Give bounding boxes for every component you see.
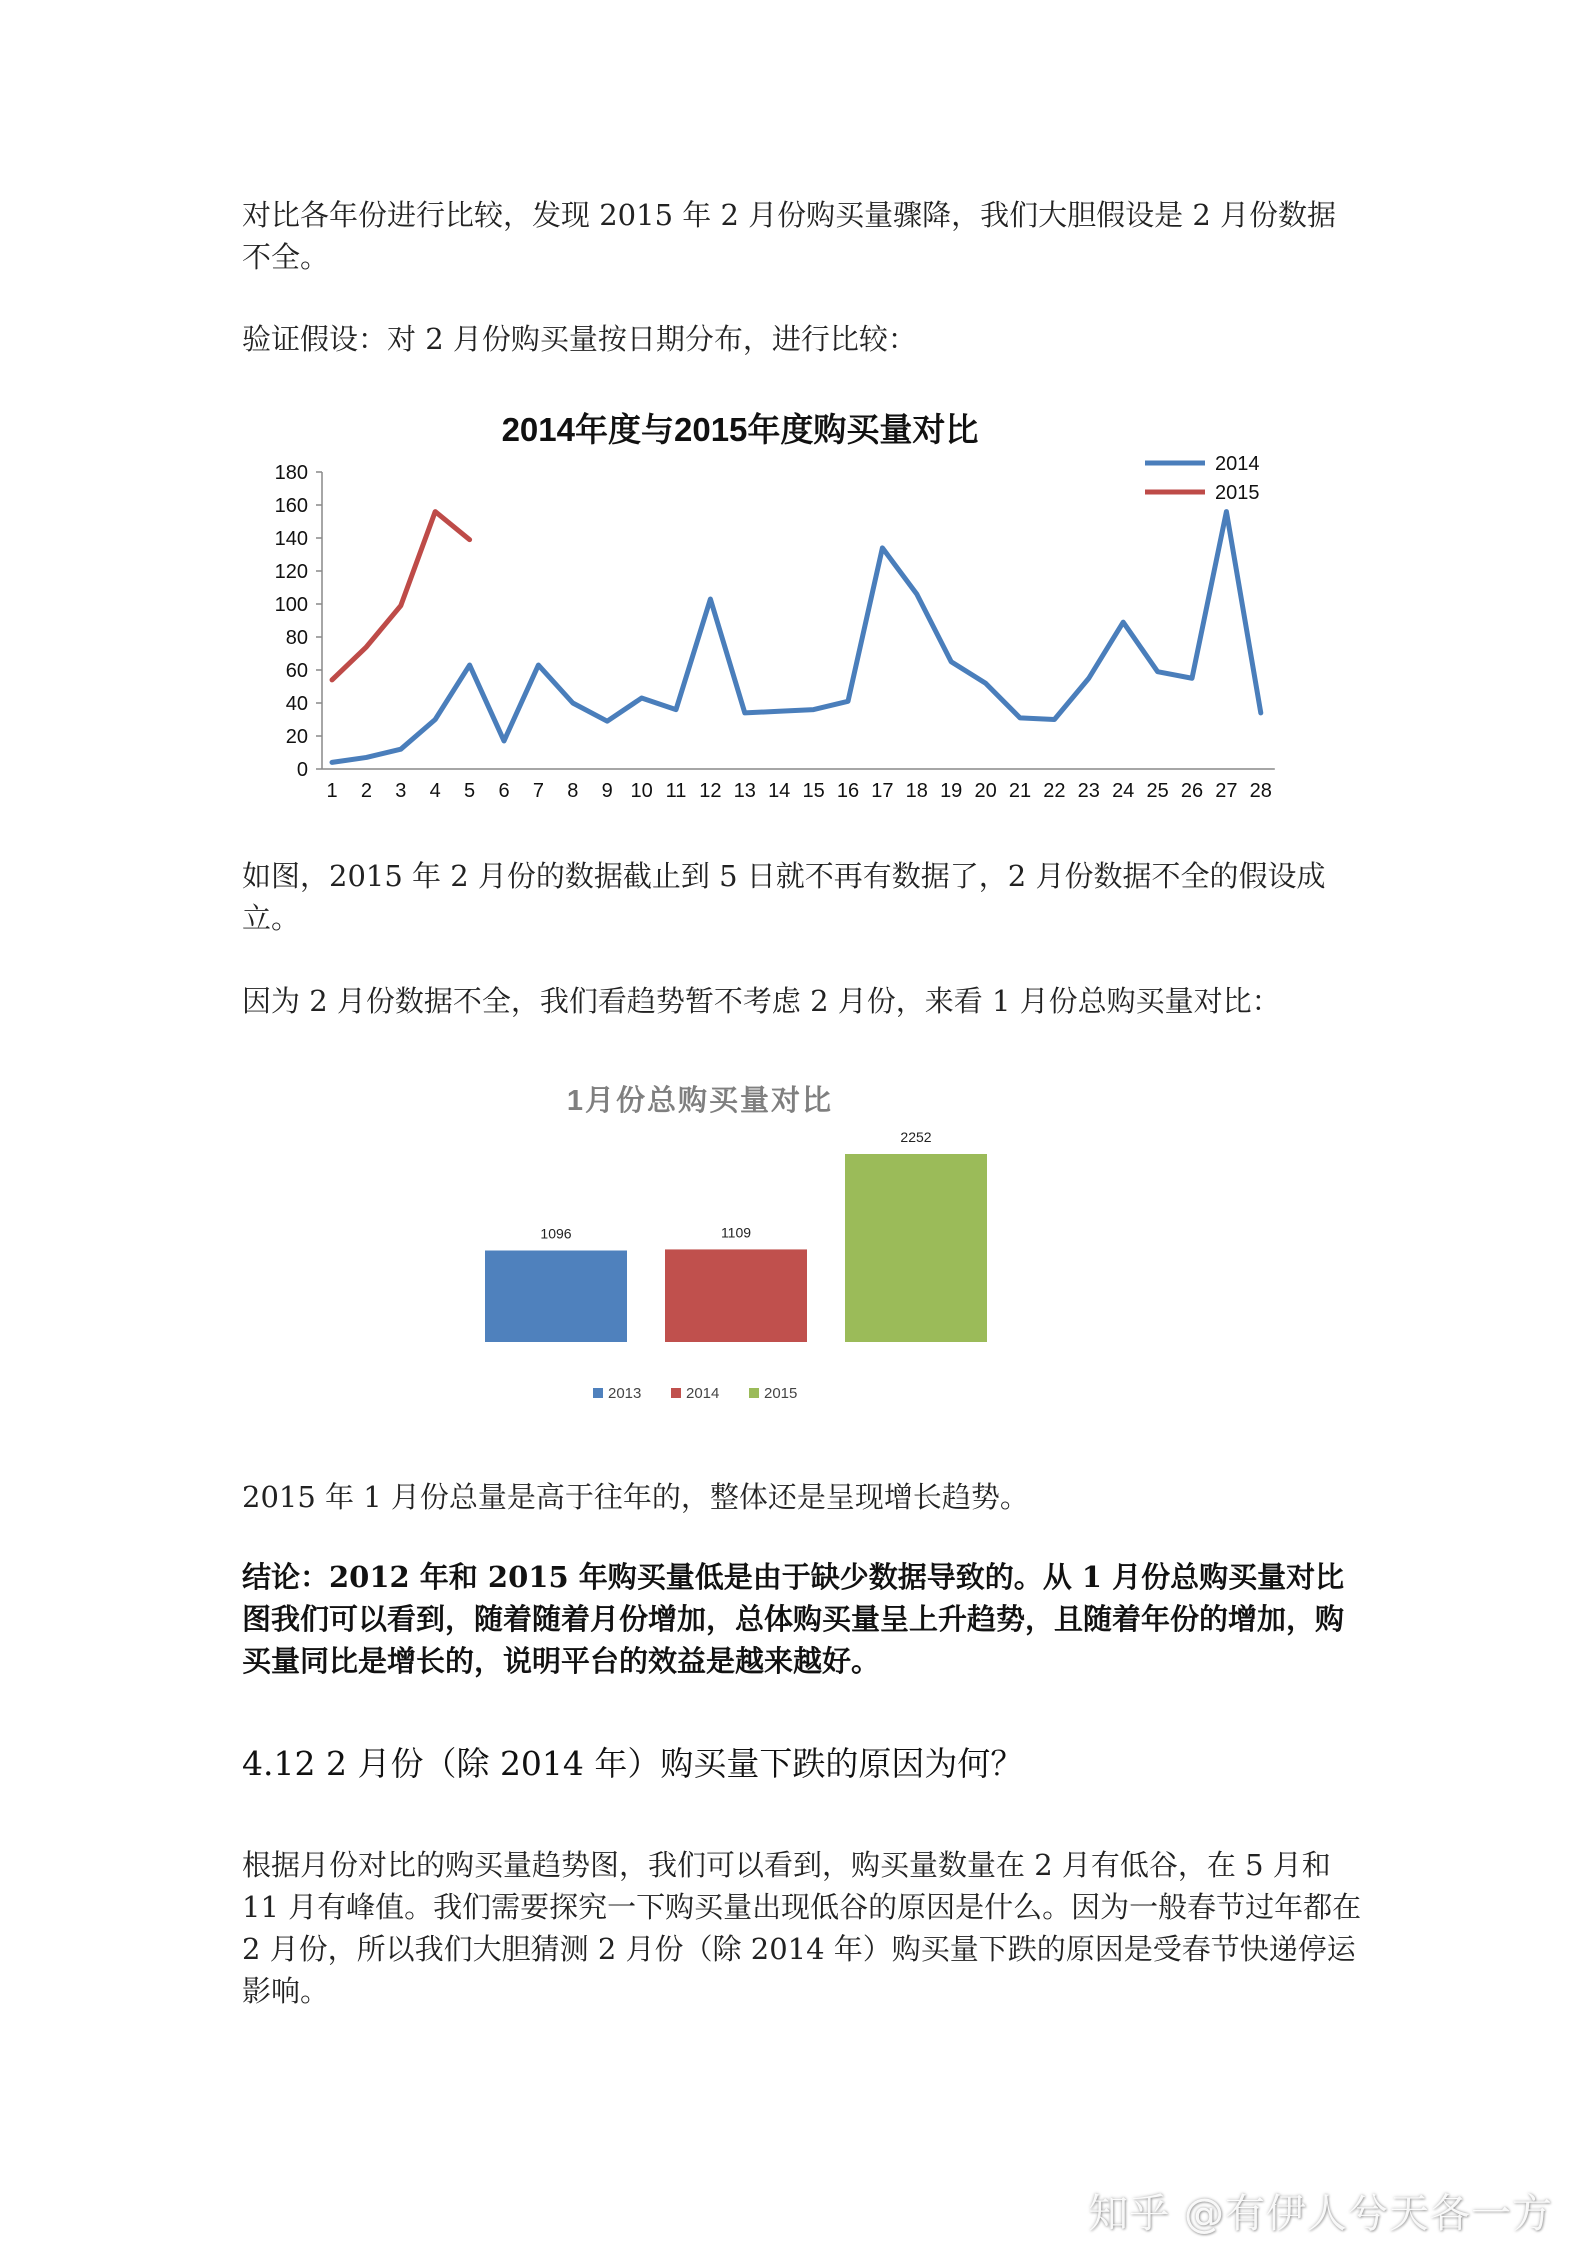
y-tick-label: 120 (274, 561, 308, 583)
bar-chart-title: 1月份总购买量对比 (566, 1085, 834, 1117)
paragraph-january: 因为 2 月份数据不全，我们看趋势暂不考虑 2 月份，来看 1 月份总购买量对比： (242, 984, 1281, 1018)
x-tick-label: 9 (601, 780, 613, 802)
y-tick-label: 40 (285, 693, 308, 715)
legend-swatch-2015 (749, 1388, 759, 1398)
x-tick-label: 16 (836, 780, 860, 802)
legend-label-2013: 2013 (608, 1385, 642, 1402)
series-line-2014 (332, 512, 1261, 763)
bar-value-label: 1096 (540, 1225, 572, 1242)
x-tick-label: 13 (733, 780, 756, 802)
watermark: 知乎 @有伊人兮天各一方 (1088, 2191, 1553, 2237)
x-tick-label: 12 (699, 780, 722, 802)
bar-value-label: 1109 (720, 1224, 752, 1241)
legend-swatch-2013 (593, 1388, 603, 1398)
series-line-2015 (332, 512, 470, 680)
x-tick-label: 5 (464, 780, 476, 802)
bar-2014 (665, 1249, 807, 1342)
x-tick-label: 24 (1112, 780, 1135, 802)
y-tick-label: 180 (274, 462, 308, 484)
x-tick-label: 7 (532, 780, 544, 802)
y-tick-label: 140 (274, 528, 308, 550)
y-tick-label: 100 (274, 594, 308, 616)
y-tick-label: 0 (296, 759, 308, 781)
x-tick-label: 21 (1008, 780, 1032, 802)
paragraph-result: 如图，2015 年 2 月份的数据截止到 5 日就不再有数据了，2 月份数据不全的假设成立。 (242, 859, 1326, 935)
x-tick-label: 15 (802, 780, 825, 802)
x-tick-label: 26 (1180, 780, 1204, 802)
bar-2013 (485, 1251, 627, 1342)
x-tick-label: 18 (905, 780, 928, 802)
y-tick-label: 20 (285, 726, 308, 748)
bar-chart (420, 1070, 1060, 1420)
x-tick-label: 2 (360, 780, 372, 802)
x-tick-label: 27 (1215, 780, 1238, 802)
legend-swatch-2014 (671, 1388, 681, 1398)
legend-label-2015: 2015 (1215, 482, 1260, 504)
paragraph-growth: 2015 年 1 月份总量是高于往年的，整体还是呈现增长趋势。 (242, 1480, 1029, 1514)
section-heading: 4.12 2 月份（除 2014 年）购买量下跌的原因为何？ (242, 1744, 1024, 1783)
x-tick-label: 11 (665, 780, 687, 802)
x-tick-label: 14 (768, 780, 791, 802)
y-tick-label: 60 (285, 660, 308, 682)
line-chart-title: 2014年度与2015年度购买量对比 (501, 411, 979, 448)
x-tick-label: 19 (940, 780, 963, 802)
legend-label-2014: 2014 (1215, 453, 1260, 475)
x-tick-label: 8 (567, 780, 579, 802)
paragraph-verify: 验证假设：对 2 月份购买量按日期分布，进行比较： (242, 322, 917, 356)
x-tick-label: 4 (429, 780, 441, 802)
bar-2015 (845, 1154, 987, 1342)
paragraph-hypothesis: 对比各年份进行比较，发现 2015 年 2 月份购买量骤降，我们大胆假设是 2 月份数据不全。 (242, 198, 1337, 274)
x-tick-label: 25 (1146, 780, 1169, 802)
x-tick-label: 3 (395, 780, 407, 802)
x-tick-label: 20 (974, 780, 997, 802)
line-chart (240, 395, 1350, 815)
x-tick-label: 17 (871, 780, 894, 802)
x-tick-label: 28 (1249, 780, 1272, 802)
paragraph-conclusion: 结论：2012 年和 2015 年购买量低是由于缺少数据导致的。从 1 月份总购买量对比图我们可以看到，随着随着月份增加，总体购买量呈上升趋势，且随着年份的增加，购买量同比是增长的，说明平台的效益是越来越好。 (242, 1560, 1345, 1678)
x-tick-label: 6 (498, 780, 510, 802)
y-tick-label: 80 (285, 627, 308, 649)
bar-value-label: 2252 (900, 1129, 932, 1145)
x-tick-label: 22 (1043, 780, 1066, 802)
paragraph-reason: 根据月份对比的购买量趋势图，我们可以看到，购买量数量在 2 月有低谷，在 5 月和 11 月有峰值。我们需要探究一下购买量出现低谷的原因是什么。因为一般春节过年都在 2 月份，所以我们大胆猜测 2 月份（除 2014 年）购买量下跌的原因是受春节快递停运影响。 (242, 1848, 1362, 2008)
y-tick-label: 160 (274, 495, 308, 517)
x-tick-label: 10 (630, 780, 653, 802)
legend-label-2014: 2014 (686, 1385, 720, 1402)
x-tick-label: 1 (326, 780, 338, 802)
legend-label-2015: 2015 (764, 1385, 798, 1402)
x-tick-label: 23 (1077, 780, 1100, 802)
